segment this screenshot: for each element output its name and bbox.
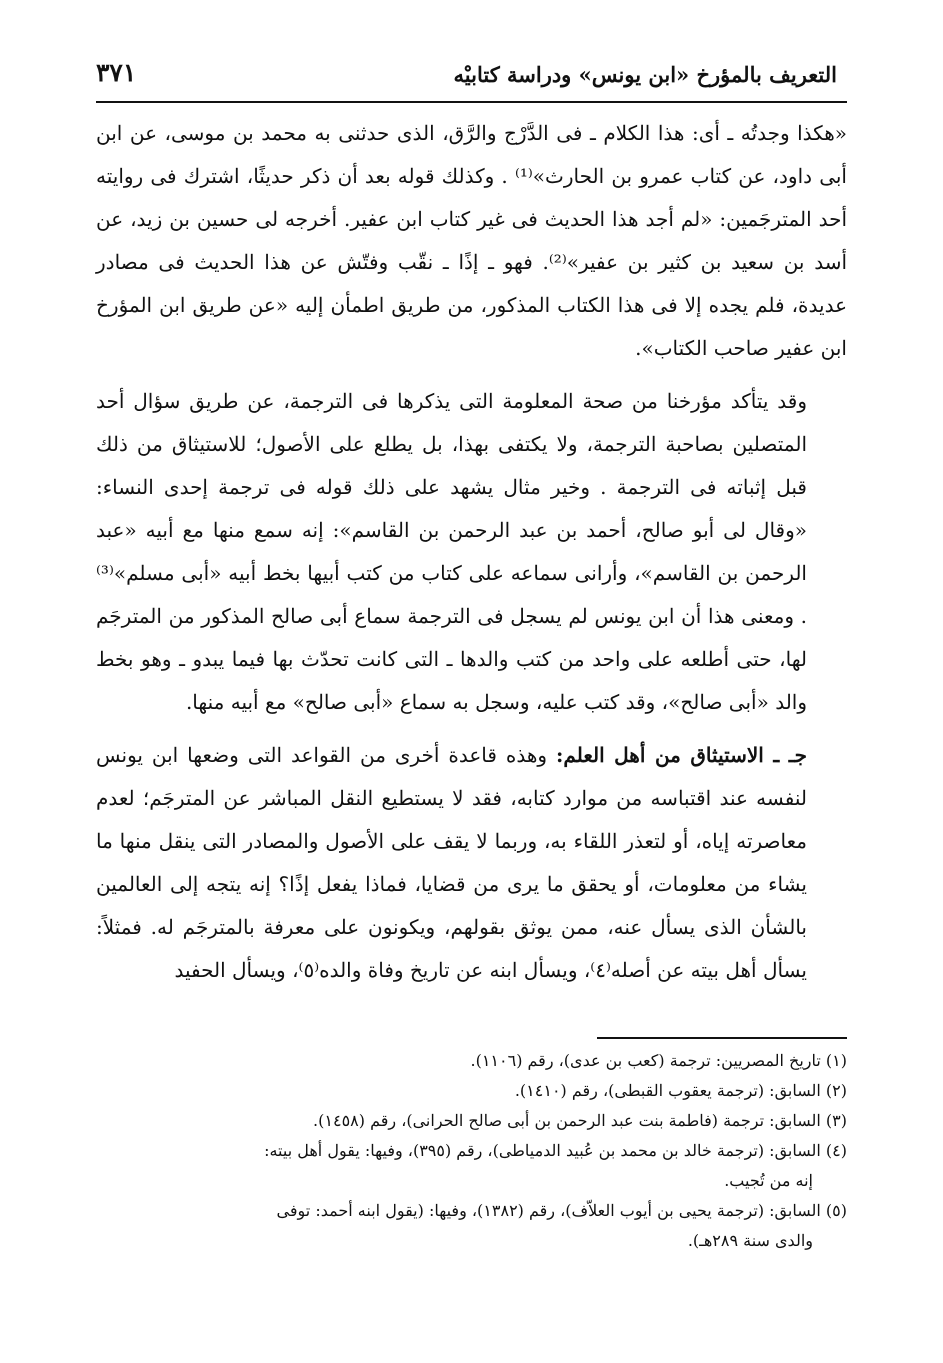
page-number: ٣٧١ <box>96 58 137 87</box>
running-header <box>96 58 837 98</box>
footnote-1: (١) تاريخ المصريين: ترجمة (كعب بن عدى)، رقم (١١٠٦). <box>470 1051 847 1070</box>
footnote-5-continuation: والدى سنة ٢٨٩هـ). <box>687 1231 813 1250</box>
footnote-2: (٢) السابق: (ترجمة يعقوب القبطى)، رقم (١٤١٠). <box>514 1081 847 1100</box>
paragraph-3 <box>96 734 847 992</box>
footnote-5: (٥) السابق: (ترجمة يحيى بن أيوب العلاّف)، رقم (١٣٨٢)، وفيها: (يقول ابنه أحمد: توفى <box>276 1201 847 1220</box>
footnote-rule <box>597 1037 847 1039</box>
footnote-4-continuation: إنه من تُجيب. <box>724 1171 813 1190</box>
footnote-4: (٤) السابق: (ترجمة خالد بن محمد بن عُبيد الدمياطى)، رقم (٣٩٥)، وفيها: يقول أهل بيته: <box>264 1141 847 1160</box>
section-heading: جـ ـ الاستيثاق من أهل العلم: <box>556 743 808 767</box>
running-title: التعريف بالمؤرخ «ابن يونس» ودراسة كتابيْه <box>453 62 837 87</box>
footnotes <box>96 1046 847 1256</box>
paragraph-3-text: وهذه قاعدة أخرى من القواعد التى وضعها ابن يونس لنفسه عند اقتباسه من موارد كتابه، فقد لا يستطيع النقل المباشر عن المترجَم؛ لعدم معاصرته إياه، أو لتعذر اللقاء به، وربما لا يقف على الأصول والمصادر التى ينقل منها ما يشاء من معلومات، أو يحقق ما يرى من قضايا، فماذا يفعل إذًا؟ إنه يتجه إلى العالمين بالشأن الذى يسأل عنه، ممن يوثق بقولهم، ويكونون على معرفة بالمترجَم له. فمثلاً: يسأل أهل بيته عن أصله⁽٤⁾، ويسأل ابنه عن تاريخ وفاة والده⁽٥⁾، ويسأل الحفيد <box>96 743 807 982</box>
header-rule <box>96 101 847 103</box>
paragraph-1: «هكذا وجدتُه ـ أى: هذا الكلام ـ فى الدَّرْج والرَّق، الذى حدثنى به محمد بن موسى، عن ابن أبى داود، عن كتاب عمرو بن الحارث»⁽¹⁾ . وكذلك قوله بعد أن ذكر حديثًا، اشترك فى روايته أحد المترجَمين: «لم أجد هذا الحديث فى غير كتاب ابن عفير. أخرجه لى حسين بن زيد، عن أسد بن سعيد بن كثير بن عفير»⁽²⁾. فهو ـ إذًا ـ نقّب وفتّش عن هذا الحديث فى مصادر عديدة، فلم يجده إلا فى هذا الكتاب المذكور، من طريق اطمأن إليه «عن طريق ابن المؤرخ ابن عفير صاحب الكتاب». <box>96 121 848 360</box>
footnote-3: (٣) السابق: ترجمة (فاطمة بنت عبد الرحمن بن أبى صالح الحرانى)، رقم (١٤٥٨). <box>313 1111 847 1130</box>
paragraph-2: وقد يتأكد مؤرخنا من صحة المعلومة التى يذكرها فى الترجمة، عن طريق سؤال أحد المتصلين بصاحبة الترجمة، ولا يكتفى بهذا، بل يطلع على الأصول؛ للاستيثاق من ذلك قبل إثباته فى الترجمة . وخير مثال يشهد على ذلك قوله فى ترجمة إحدى النساء: «وقال لى أبو صالح، أحمد بن عبد الرحمن بن القاسم»: إنه سمع منها مع أبيه «عبد الرحمن بن القاسم»، وأرانى سماعه على كتاب من كتب أبيها بخط أبيه «أبى مسلم»⁽³⁾ . ومعنى هذا أن ابن يونس لم يسجل فى الترجمة سماع أبى صالح المذكور من المترجَم لها، حتى أطلعه على واحد من كتب والدها ـ التى كانت تحدّث بها فيما يبدو ـ وهو بخط والد «أبى صالح»، وقد كتب عليه، وسجل به سماع «أبى صالح» مع أبيه منها. <box>96 389 808 714</box>
main-text <box>96 112 847 992</box>
